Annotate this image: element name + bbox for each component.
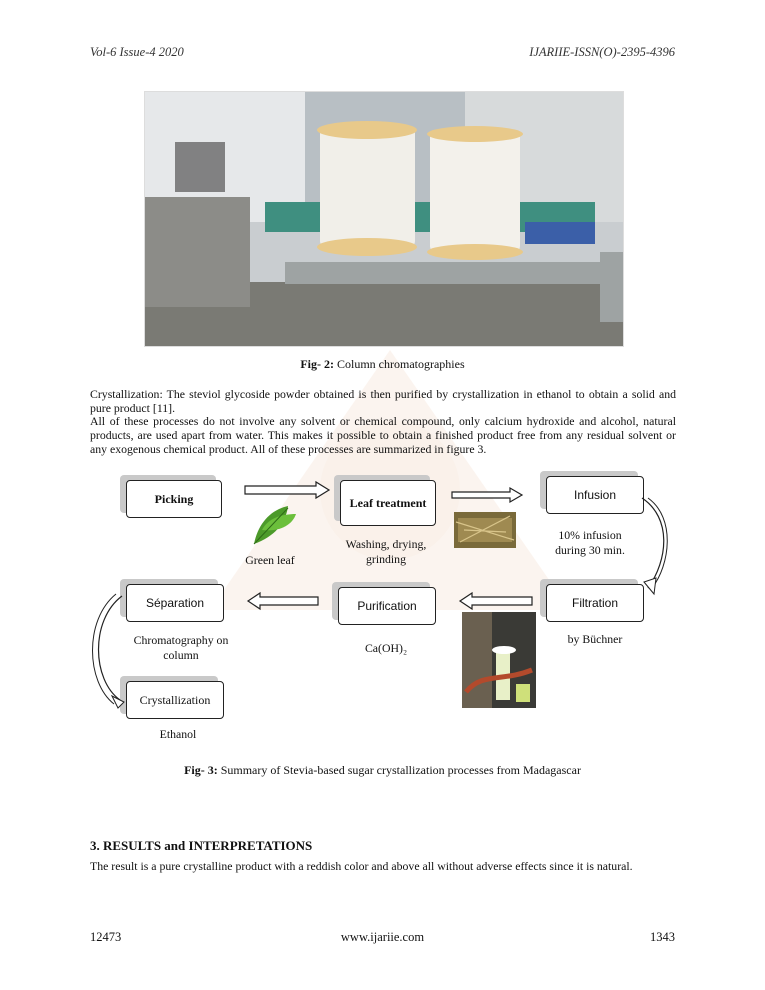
section-heading-results: 3. RESULTS and INTERPRETATIONS (90, 838, 313, 853)
flow-step-picking: Picking (126, 480, 222, 518)
figure-3-text: Summary of Stevia-based sugar crystallization processes from Madagascar (220, 763, 581, 777)
flow-arrows (0, 470, 765, 730)
label-chromatography (122, 633, 240, 663)
column-chromatography-photo (144, 91, 624, 347)
flow-step-separation: Séparation (126, 584, 224, 622)
label-chromatography-line-2: column (163, 648, 199, 662)
footer-website[interactable]: www.ijariie.com (340, 930, 425, 944)
label-washing-drying (330, 537, 442, 567)
label-green-leaf: Green leaf (245, 553, 295, 567)
paragraph-results: The result is a pure crystalline product with a reddish color and above all without adverse effects since it is natural. (90, 859, 633, 873)
filtration-photo (462, 612, 536, 708)
arrow-leaf-to-infusion-icon (452, 488, 522, 502)
label-washing-line-2: grinding (366, 552, 406, 566)
label-chromatography-line-1: Chromatography on (133, 633, 229, 647)
flow-step-filtration: Filtration (546, 584, 644, 622)
paragraph-processes: All of these processes do not involve any solvent or chemical compound, only calcium hydroxide and alcohol, natural products, are used apart from water. This makes it possible to obtain a finished product free from any residual solvent or any exogenous chemical product. All of these processes are summarized in figure 3. (90, 414, 676, 456)
label-infusion-line-1: 10% infusion (558, 528, 622, 542)
flow-step-crystallization: Crystallization (126, 681, 224, 719)
footer-paper-id: 12473 (90, 930, 122, 944)
label-infusion-line-2: during 30 min. (555, 543, 625, 557)
dried-leaves-photo (454, 512, 516, 548)
arrow-filtration-to-purification-icon (460, 593, 532, 609)
arrow-purification-to-separation-icon (248, 593, 318, 609)
figure-3-caption (0, 763, 765, 778)
figure-3-label: Fig- 3: (184, 763, 218, 777)
label-buchner: by Büchner (567, 632, 623, 646)
label-infusion-detail (540, 528, 640, 558)
label-calcium-hydroxide: Ca(OH)₂ (364, 641, 408, 655)
flow-step-leaf-treatment: Leaf treatment (340, 480, 436, 526)
journal-volume: Vol-6 Issue-4 2020 (90, 45, 184, 59)
footer-page-number: 1343 (650, 930, 675, 944)
label-washing-line-1: Washing, drying, (345, 537, 427, 551)
flow-step-purification: Purification (338, 587, 436, 625)
green-leaf-icon (248, 500, 300, 548)
flow-step-infusion: Infusion (546, 476, 644, 514)
figure-2-text: Column chromatographies (337, 357, 465, 371)
figure-2-caption (0, 357, 765, 372)
arrow-picking-to-leaf-icon (245, 482, 329, 498)
paragraph-crystallization: Crystallization: The steviol glycoside powder obtained is then purified by crystallization in ethanol to obtain a solid and pure product [11]. (90, 387, 676, 415)
figure-2-label: Fig- 2: (300, 357, 334, 371)
label-ethanol: Ethanol (159, 727, 197, 741)
journal-issn: IJARIIE-ISSN(O)-2395-4396 (529, 45, 675, 59)
